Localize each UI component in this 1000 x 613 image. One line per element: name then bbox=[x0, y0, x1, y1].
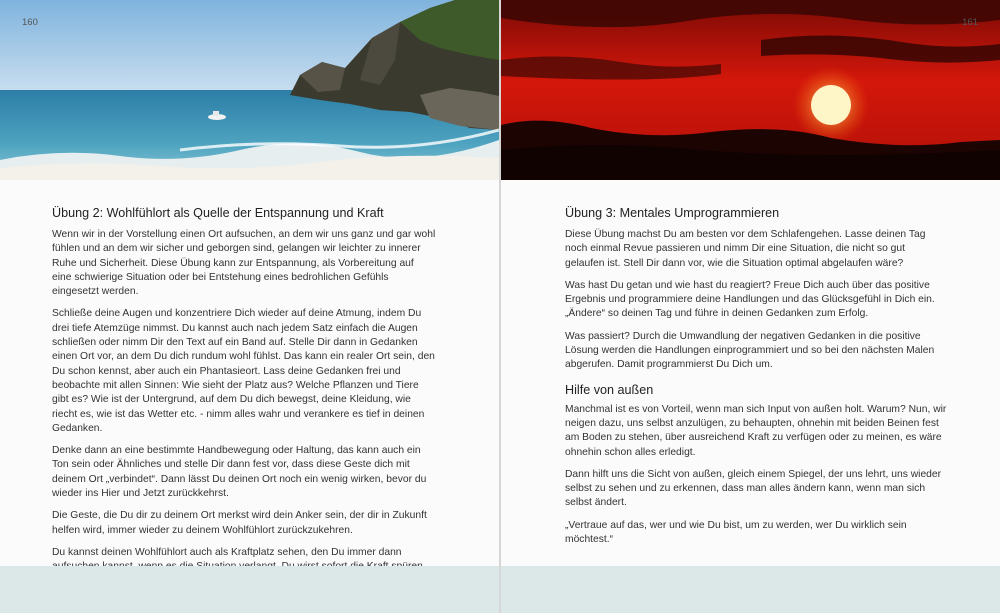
right-text-column bbox=[565, 205, 947, 555]
paragraph: Was hast Du getan und wie hast du reagiert? Freue Dich auch über das positive Ergebnis und programmiere deine Handlungen und das Glücksgefühl in Dich ein. „Ändere“ so deinen Tag und führe in deinen Gedanken zum Erfolg. bbox=[565, 279, 935, 320]
sunset-photo bbox=[501, 0, 1000, 180]
coast-photo bbox=[0, 0, 499, 180]
exercise-2-heading: Übung 2: Wohlfühlort als Quelle der Entspannung und Kraft bbox=[52, 206, 384, 220]
left-page bbox=[0, 0, 499, 613]
paragraph: Du kannst deinen Wohlfühlort auch als Kraftplatz sehen, den Du immer dann bbox=[52, 546, 402, 558]
help-from-outside-heading: Hilfe von außen bbox=[565, 382, 654, 397]
paragraph: Diese Übung machst Du am besten vor dem Schlafengehen. Lasse deinen Tag noch einmal Revue passieren und nimm Dir eine Situation, die nicht so gut gelaufen ist. Stell Dir dann vor, wie die Situation optimal abgelaufen wäre? bbox=[565, 229, 926, 269]
page-number: 160 bbox=[22, 17, 38, 28]
paragraph: Denke dann an eine bestimmte Handbewegung oder Haltung, das kann auch ein Ton sein oder Ähnliches und stelle Dir dann fest vor, dass diese Geste dich mit deinem Ort „verbindet“. Dann lässt Du deinen Ort noch ein wenig wirken, bevor du wieder ins Hier und Jetzt zurückkehrst. bbox=[52, 445, 427, 500]
page-number: 161 bbox=[962, 17, 978, 28]
left-text-column bbox=[52, 205, 436, 611]
paragraph: Schließe deine Augen und konzentriere Dich wieder auf deine Atmung, indem Du drei tiefe Atemzüge nimmst. Du kannst auch nach jedem Satz einfach die Augen schließen oder nimm Dir den Text auf ein Band auf. Stelle Dir dann in Gedanken einen Ort vor, an dem Du dich rundum wohl fühlst. Das kann ein realer Ort sein, den Du schon kennst, aber auch ein Phantasieort. Lass deine Gedanken frei und beobachte mit allen Sinnen: Wie sieht der Platz aus? Welche Pflanzen und Tiere gibt es? Wie ist der Untergrund, auf dem Du dich bewegst, deine Kleidung, wie riecht es, wie ist das Wetter etc. - nimm alles wahr und verankere es tief in deinen Gedanken. bbox=[52, 308, 435, 434]
exercise-3-heading: Übung 3: Mentales Umprogrammieren bbox=[565, 206, 780, 220]
right-page bbox=[501, 0, 1000, 613]
paragraph: Die Geste, die Du dir zu deinem Ort merkst wird dein Anker sein, der dir in Zukunft helfen wird, immer wieder zu deinem Wohlfühlort zurückzukehren. bbox=[52, 510, 427, 536]
paragraph: Dann hilft uns die Sicht von außen, gleich einem Spiegel, der uns lehrt, uns wieder selbst zu sehen und zu erkennen, dass man alles ändern kann, wenn man sich selbst ändert. bbox=[565, 468, 942, 509]
quote-paragraph: „Vertraue auf das, wer und wie Du bist, um zu werden, wer Du wirklich sein möchtest.“ bbox=[565, 519, 907, 546]
paragraph: Manchmal ist es von Vorteil, wenn man sich Input von außen holt. Warum? Nun, wir neigen dazu, uns selbst anzulügen, zu behaupten, ohnehin mit beiden Beinen fest am Boden zu stehen, über ausreichend Kraft zu verfügen oder zu meinen, es wäre ohnehin schon alles erledigt. bbox=[565, 403, 947, 458]
footer-band bbox=[501, 566, 1000, 613]
footer-band bbox=[0, 566, 499, 613]
paragraph: Was passiert? Durch die Umwandlung der negativen Gedanken in die positive Lösung werden die Handlungen einprogrammiert und so bei den nächsten Malen abgerufen. Damit programmierst Du Dich um. bbox=[565, 330, 935, 371]
paragraph: Wenn wir in der Vorstellung einen Ort aufsuchen, an dem wir uns ganz und gar wohl fühlen und an dem wir sicher und geborgen sind, gelangen wir leichter zu innerer Ruhe und Sicherheit. Diese Übung kann zur Entspannung, als Vorbereitung auf eine schwierige Situation oder bei Entstehung eines bedrohlichen Gefühls eingesetzt werden. bbox=[52, 229, 436, 298]
